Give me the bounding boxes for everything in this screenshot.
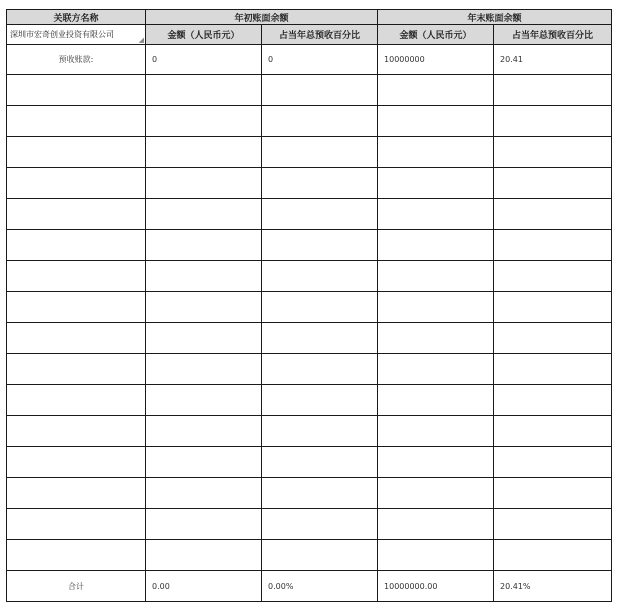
resize-grip-icon[interactable]: ◢ [138,36,144,44]
cell[interactable] [378,106,494,137]
cell[interactable] [494,323,612,354]
cell[interactable] [262,447,378,478]
table-row [7,323,612,354]
opening-percent-header: 占当年总预收百分比 [262,25,378,45]
cell[interactable] [7,75,146,106]
table-row [7,385,612,416]
cell[interactable] [378,261,494,292]
cell[interactable] [7,106,146,137]
header-row-2 [7,25,612,45]
cell[interactable] [262,540,378,571]
total-opening-percent[interactable]: 0.00% [262,571,378,602]
cell[interactable] [378,137,494,168]
cell[interactable] [378,447,494,478]
cell[interactable] [378,385,494,416]
cell[interactable] [146,199,262,230]
cell[interactable] [7,416,146,447]
company-name: 深圳市宏奇创业投资有限公司 [10,30,114,39]
cell[interactable] [378,230,494,261]
table-row [7,137,612,168]
company-name-cell[interactable] [7,25,146,45]
cell[interactable] [7,292,146,323]
cell[interactable] [378,168,494,199]
table-row [7,199,612,230]
cell[interactable] [146,478,262,509]
cell[interactable] [146,292,262,323]
cell[interactable] [262,106,378,137]
cell[interactable] [146,509,262,540]
cell[interactable] [262,137,378,168]
total-label[interactable]: 合计 [7,571,146,602]
cell[interactable] [262,199,378,230]
opening-balance-header: 年初账面余额 [146,10,378,25]
opening-amount-cell[interactable]: 0 [146,45,262,75]
cell[interactable] [7,323,146,354]
cell[interactable] [378,354,494,385]
cell[interactable] [262,416,378,447]
table-row [7,168,612,199]
cell[interactable] [7,385,146,416]
cell[interactable] [146,106,262,137]
cell[interactable] [378,323,494,354]
table-row [7,106,612,137]
cell[interactable] [378,478,494,509]
cell[interactable] [378,540,494,571]
closing-amount-cell[interactable]: 10000000 [378,45,494,75]
cell[interactable] [146,540,262,571]
cell[interactable] [494,261,612,292]
cell[interactable] [494,106,612,137]
total-opening-amount[interactable]: 0.00 [146,571,262,602]
cell[interactable] [378,75,494,106]
cell[interactable] [262,478,378,509]
cell[interactable] [262,292,378,323]
cell[interactable] [494,168,612,199]
cell[interactable] [146,323,262,354]
closing-amount-header: 金额（人民币元） [378,25,494,45]
cell[interactable] [146,354,262,385]
cell[interactable] [494,199,612,230]
cell[interactable] [494,509,612,540]
cell[interactable] [378,509,494,540]
closing-percent-header: 占当年总预收百分比 [494,25,612,45]
table-row [7,292,612,323]
closing-percent-cell[interactable]: 20.41 [494,45,612,75]
cell[interactable] [262,385,378,416]
table-row [7,75,612,106]
cell[interactable] [7,354,146,385]
header-row-1 [7,10,612,25]
total-closing-amount[interactable]: 10000000.00 [378,571,494,602]
cell[interactable] [494,447,612,478]
data-grid [6,9,612,602]
table-row-advance-receipts [7,45,612,75]
cell[interactable] [262,230,378,261]
cell[interactable] [146,447,262,478]
cell[interactable] [7,478,146,509]
cell[interactable] [146,261,262,292]
cell[interactable] [262,323,378,354]
cell[interactable] [494,385,612,416]
cell[interactable] [7,447,146,478]
opening-percent-cell[interactable]: 0 [262,45,378,75]
cell[interactable] [7,261,146,292]
cell[interactable] [262,261,378,292]
cell[interactable] [494,75,612,106]
related-party-advance-receipts-table [6,9,612,602]
cell[interactable] [378,199,494,230]
cell[interactable] [146,385,262,416]
cell[interactable] [494,540,612,571]
cell[interactable] [146,75,262,106]
cell[interactable] [378,292,494,323]
cell[interactable] [262,509,378,540]
cell[interactable] [262,168,378,199]
cell[interactable] [262,354,378,385]
cell[interactable] [146,137,262,168]
cell[interactable] [7,199,146,230]
table-row [7,354,612,385]
cell[interactable] [378,416,494,447]
cell[interactable] [7,509,146,540]
row-label[interactable]: 预收账款: [7,45,146,75]
cell[interactable] [494,354,612,385]
cell[interactable] [494,416,612,447]
cell[interactable] [7,137,146,168]
table-row [7,540,612,571]
cell[interactable] [146,230,262,261]
closing-balance-header: 年末账面余额 [378,10,612,25]
total-closing-percent[interactable]: 20.41% [494,571,612,602]
cell[interactable] [7,168,146,199]
cell[interactable] [494,292,612,323]
table-row [7,478,612,509]
table-row [7,509,612,540]
cell[interactable] [494,230,612,261]
related-party-header: 关联方名称 [7,10,146,25]
table-row [7,230,612,261]
cell[interactable] [146,416,262,447]
cell[interactable] [146,168,262,199]
cell[interactable] [7,540,146,571]
table-row [7,261,612,292]
cell[interactable] [7,230,146,261]
cell[interactable] [494,478,612,509]
cell[interactable] [262,75,378,106]
table-row-total [7,571,612,602]
opening-amount-header: 金额（人民币元） [146,25,262,45]
table-row [7,447,612,478]
table-row [7,416,612,447]
cell[interactable] [494,137,612,168]
